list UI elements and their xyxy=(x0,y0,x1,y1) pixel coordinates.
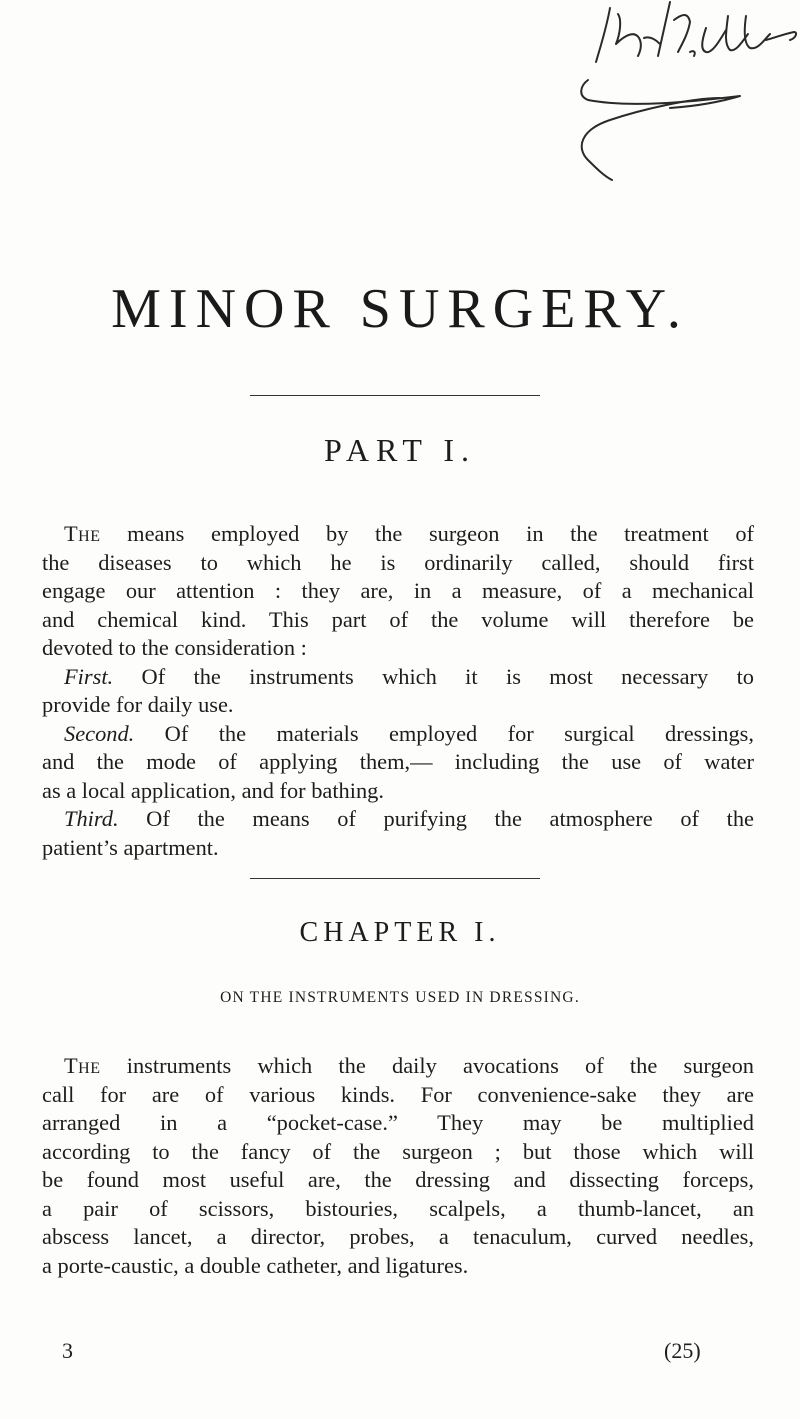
item-first-line: provide for daily use. xyxy=(42,692,234,717)
chapter-line: abscess lancet, a director, probes, a tenaculum, curved needles, xyxy=(42,1224,754,1249)
intro-line: devoted to the consideration : xyxy=(42,635,307,660)
chapter-line: The instruments which the daily avocations of the surgeon xyxy=(64,1053,754,1078)
signature-mark: 3 xyxy=(62,1338,73,1363)
item-first-line: First. Of the instruments which it is most necessary to xyxy=(64,663,754,689)
chapter-line: a pair of scissors, bistouries, scalpels, a thumb-lancet, an xyxy=(42,1195,754,1221)
item-second-line: Second. Of the materials employed for surgical dressings, xyxy=(64,720,754,746)
item-second-line: as a local application, and for bathing. xyxy=(42,777,384,803)
item-third-line: patient’s apartment. xyxy=(42,834,219,860)
chapter-text xyxy=(42,1052,754,1280)
item-second-line: and the mode of applying them,— including the use of water xyxy=(42,749,754,774)
intro-line: and chemical kind. This part of the volume will therefore be xyxy=(42,606,754,632)
chapter-subtitle: ON THE INSTRUMENTS USED IN DRESSING. xyxy=(220,989,580,1006)
item-third-line: Third. Of the means of purifying the atmosphere of the xyxy=(64,806,754,831)
signature-flourish-icon xyxy=(570,0,800,250)
page-number: (25) xyxy=(664,1338,701,1363)
intro-line: The means employed by the surgeon in the treatment of xyxy=(64,521,754,546)
chapter-line: call for are of various kinds. For convenience-sake they are xyxy=(42,1081,754,1107)
chapter-line: according to the fancy of the surgeon ; but those which will xyxy=(42,1138,754,1164)
divider-rule xyxy=(250,878,540,879)
chapter-line: be found most useful are, the dressing and dissecting forceps, xyxy=(42,1167,754,1192)
handwritten-signature xyxy=(570,0,800,250)
intro-line: the diseases to which he is ordinarily called, should first xyxy=(42,549,754,575)
part-intro-text xyxy=(42,520,754,862)
divider-rule xyxy=(250,395,540,396)
intro-line: engage our attention : they are, in a measure, of a mechanical xyxy=(42,578,754,603)
chapter-heading: CHAPTER I. xyxy=(299,917,501,948)
book-title: MINOR SURGERY. xyxy=(111,278,689,340)
part-heading: PART I. xyxy=(323,432,476,468)
chapter-line: arranged in a “pocket-case.” They may be multiplied xyxy=(42,1110,754,1135)
chapter-line: a porte-caustic, a double catheter, and ligatures. xyxy=(42,1252,469,1278)
